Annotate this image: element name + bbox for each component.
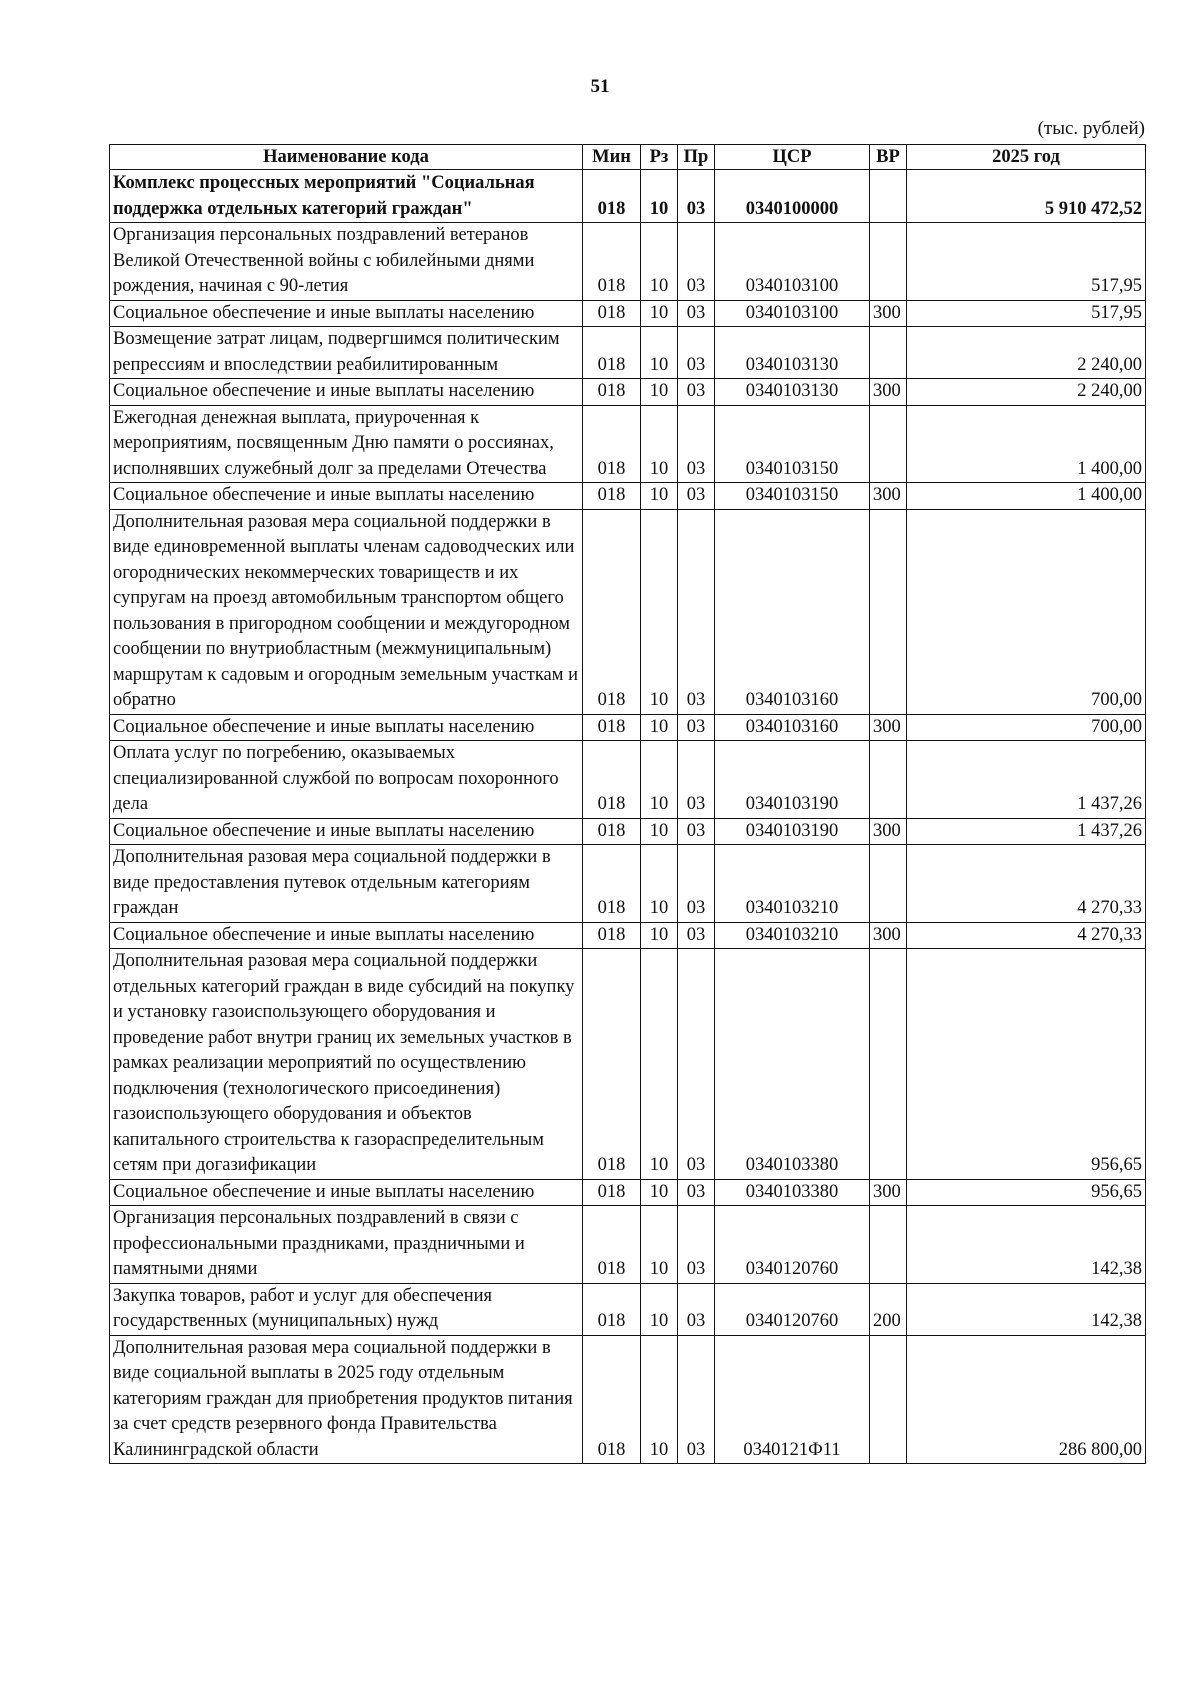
cell-csr: 0340103210 — [715, 845, 870, 923]
cell-amount: 700,00 — [907, 714, 1146, 741]
cell-amount: 517,95 — [907, 223, 1146, 301]
header-csr: ЦСР — [715, 145, 870, 170]
cell-amount: 1 400,00 — [907, 405, 1146, 483]
cell-name: Дополнительная разовая мера социальной поддержки в виде социальной выплаты в 2025 году отдельным категориям граждан для приобретения продуктов питания за счет средств резервного фонда Правительства Калининградской области — [110, 1335, 583, 1464]
cell-amount: 1 400,00 — [907, 483, 1146, 510]
cell-csr: 0340100000 — [715, 170, 870, 223]
table-row — [110, 714, 1146, 741]
table-row — [110, 1206, 1146, 1284]
cell-rz: 10 — [641, 1283, 678, 1335]
cell-min: 018 — [583, 741, 641, 819]
cell-min: 018 — [583, 483, 641, 510]
cell-vr: 300 — [870, 922, 907, 949]
table-row — [110, 741, 1146, 819]
cell-pr: 03 — [678, 714, 715, 741]
cell-csr: 0340103150 — [715, 483, 870, 510]
cell-min: 018 — [583, 405, 641, 483]
cell-pr: 03 — [678, 922, 715, 949]
cell-csr: 0340120760 — [715, 1283, 870, 1335]
cell-rz: 10 — [641, 1335, 678, 1464]
cell-vr: 300 — [870, 483, 907, 510]
cell-name: Социальное обеспечение и иные выплаты населению — [110, 818, 583, 845]
cell-pr: 03 — [678, 300, 715, 327]
cell-vr — [870, 949, 907, 1180]
cell-amount: 5 910 472,52 — [907, 170, 1146, 223]
cell-pr: 03 — [678, 1335, 715, 1464]
cell-amount: 700,00 — [907, 509, 1146, 714]
page-number: 51 — [590, 76, 610, 97]
cell-pr: 03 — [678, 405, 715, 483]
cell-rz: 10 — [641, 949, 678, 1180]
cell-min: 018 — [583, 509, 641, 714]
cell-name: Социальное обеспечение и иные выплаты населению — [110, 922, 583, 949]
cell-csr: 0340103100 — [715, 300, 870, 327]
cell-vr: 300 — [870, 714, 907, 741]
cell-name: Закупка товаров, работ и услуг для обеспечения государственных (муниципальных) нужд — [110, 1283, 583, 1335]
cell-rz: 10 — [641, 223, 678, 301]
cell-name: Социальное обеспечение и иные выплаты населению — [110, 714, 583, 741]
table-row — [110, 509, 1146, 714]
header-vr: ВР — [870, 145, 907, 170]
cell-rz: 10 — [641, 379, 678, 406]
table-row — [110, 483, 1146, 510]
cell-vr: 300 — [870, 379, 907, 406]
cell-csr: 0340103160 — [715, 509, 870, 714]
cell-vr: 300 — [870, 300, 907, 327]
cell-name: Социальное обеспечение и иные выплаты населению — [110, 300, 583, 327]
table-row — [110, 922, 1146, 949]
table-row — [110, 1335, 1146, 1464]
cell-vr — [870, 327, 907, 379]
cell-name: Дополнительная разовая мера социальной поддержки в виде единовременной выплаты членам садоводческих или огороднических некоммерческих товариществ и их супругам на проезд автомобильным транспортом общего пользования в пригородном сообщении и междугородном сообщении по внутриобластным (межмуниципальным) маршрутам к садовым и огородным земельным участкам и обратно — [110, 509, 583, 714]
header-year: 2025 год — [907, 145, 1146, 170]
cell-min: 018 — [583, 327, 641, 379]
cell-amount: 956,65 — [907, 1179, 1146, 1206]
cell-min: 018 — [583, 922, 641, 949]
cell-amount: 517,95 — [907, 300, 1146, 327]
table-row — [110, 1283, 1146, 1335]
cell-pr: 03 — [678, 327, 715, 379]
cell-rz: 10 — [641, 300, 678, 327]
table-body — [110, 170, 1146, 1464]
cell-csr: 0340103160 — [715, 714, 870, 741]
cell-rz: 10 — [641, 483, 678, 510]
cell-csr: 0340103190 — [715, 741, 870, 819]
cell-csr: 0340103380 — [715, 949, 870, 1180]
table-row — [110, 845, 1146, 923]
cell-csr: 0340120760 — [715, 1206, 870, 1284]
cell-pr: 03 — [678, 483, 715, 510]
cell-pr: 03 — [678, 845, 715, 923]
cell-rz: 10 — [641, 405, 678, 483]
cell-pr: 03 — [678, 223, 715, 301]
cell-vr — [870, 223, 907, 301]
cell-pr: 03 — [678, 1283, 715, 1335]
units-label: (тыс. рублей) — [1037, 118, 1145, 139]
cell-csr: 0340103130 — [715, 379, 870, 406]
table-row — [110, 405, 1146, 483]
cell-vr — [870, 509, 907, 714]
cell-rz: 10 — [641, 741, 678, 819]
header-min: Мин — [583, 145, 641, 170]
cell-rz: 10 — [641, 509, 678, 714]
cell-amount: 956,65 — [907, 949, 1146, 1180]
cell-csr: 0340103130 — [715, 327, 870, 379]
cell-csr: 0340103380 — [715, 1179, 870, 1206]
cell-min: 018 — [583, 1283, 641, 1335]
table-row — [110, 300, 1146, 327]
table-row — [110, 379, 1146, 406]
cell-vr — [870, 1206, 907, 1284]
header-row — [110, 145, 1146, 170]
cell-min: 018 — [583, 818, 641, 845]
cell-vr: 300 — [870, 1179, 907, 1206]
cell-csr: 0340121Ф11 — [715, 1335, 870, 1464]
table-row — [110, 818, 1146, 845]
cell-amount: 142,38 — [907, 1283, 1146, 1335]
cell-min: 018 — [583, 845, 641, 923]
cell-rz: 10 — [641, 714, 678, 741]
cell-vr — [870, 1335, 907, 1464]
table-row — [110, 223, 1146, 301]
header-rz: Рз — [641, 145, 678, 170]
cell-vr: 300 — [870, 818, 907, 845]
cell-name: Комплекс процессных мероприятий "Социальная поддержка отдельных категорий граждан" — [110, 170, 583, 223]
cell-min: 018 — [583, 379, 641, 406]
cell-name: Возмещение затрат лицам, подвергшимся политическим репрессиям и впоследствии реабилитированным — [110, 327, 583, 379]
cell-rz: 10 — [641, 818, 678, 845]
budget-table — [109, 144, 1146, 1464]
cell-min: 018 — [583, 714, 641, 741]
cell-min: 018 — [583, 949, 641, 1180]
cell-amount: 2 240,00 — [907, 379, 1146, 406]
cell-amount: 2 240,00 — [907, 327, 1146, 379]
cell-min: 018 — [583, 1206, 641, 1284]
cell-name: Организация персональных поздравлений в связи с профессиональными праздниками, праздничными и памятными днями — [110, 1206, 583, 1284]
cell-rz: 10 — [641, 845, 678, 923]
table-row — [110, 327, 1146, 379]
cell-name: Социальное обеспечение и иные выплаты населению — [110, 483, 583, 510]
cell-name: Ежегодная денежная выплата, приуроченная к мероприятиям, посвященным Дню памяти о россиянах, исполнявших служебный долг за пределами Отечества — [110, 405, 583, 483]
cell-rz: 10 — [641, 1206, 678, 1284]
cell-amount: 4 270,33 — [907, 845, 1146, 923]
cell-csr: 0340103210 — [715, 922, 870, 949]
cell-amount: 1 437,26 — [907, 818, 1146, 845]
cell-name: Организация персональных поздравлений ветеранов Великой Отечественной войны с юбилейными днями рождения, начиная с 90-летия — [110, 223, 583, 301]
cell-pr: 03 — [678, 1179, 715, 1206]
cell-min: 018 — [583, 223, 641, 301]
cell-name: Социальное обеспечение и иные выплаты населению — [110, 379, 583, 406]
table-row — [110, 1179, 1146, 1206]
cell-pr: 03 — [678, 818, 715, 845]
cell-min: 018 — [583, 170, 641, 223]
cell-csr: 0340103190 — [715, 818, 870, 845]
cell-pr: 03 — [678, 509, 715, 714]
cell-vr — [870, 845, 907, 923]
cell-min: 018 — [583, 1335, 641, 1464]
cell-rz: 10 — [641, 922, 678, 949]
cell-amount: 142,38 — [907, 1206, 1146, 1284]
cell-vr: 200 — [870, 1283, 907, 1335]
cell-name: Дополнительная разовая мера социальной поддержки в виде предоставления путевок отдельным категориям граждан — [110, 845, 583, 923]
header-name: Наименование кода — [110, 145, 583, 170]
cell-name: Оплата услуг по погребению, оказываемых специализированной службой по вопросам похоронного дела — [110, 741, 583, 819]
cell-pr: 03 — [678, 1206, 715, 1284]
table-row — [110, 949, 1146, 1180]
cell-vr — [870, 741, 907, 819]
cell-vr — [870, 405, 907, 483]
cell-rz: 10 — [641, 1179, 678, 1206]
cell-name: Социальное обеспечение и иные выплаты населению — [110, 1179, 583, 1206]
cell-pr: 03 — [678, 170, 715, 223]
cell-csr: 0340103150 — [715, 405, 870, 483]
cell-vr — [870, 170, 907, 223]
cell-min: 018 — [583, 1179, 641, 1206]
cell-rz: 10 — [641, 327, 678, 379]
cell-name: Дополнительная разовая мера социальной поддержки отдельных категорий граждан в виде субсидий на покупку и установку газоиспользующего оборудования и проведение работ внутри границ их земельных участков в рамках реализации мероприятий по осуществлению подключения (технологического присоединения) газоиспользующего оборудования и объектов капитального строительства к газораспределительным сетям при догазификации — [110, 949, 583, 1180]
cell-amount: 1 437,26 — [907, 741, 1146, 819]
cell-pr: 03 — [678, 949, 715, 1180]
cell-rz: 10 — [641, 170, 678, 223]
cell-amount: 286 800,00 — [907, 1335, 1146, 1464]
cell-csr: 0340103100 — [715, 223, 870, 301]
header-pr: Пр — [678, 145, 715, 170]
cell-pr: 03 — [678, 741, 715, 819]
cell-min: 018 — [583, 300, 641, 327]
table-row — [110, 170, 1146, 223]
cell-pr: 03 — [678, 379, 715, 406]
cell-amount: 4 270,33 — [907, 922, 1146, 949]
